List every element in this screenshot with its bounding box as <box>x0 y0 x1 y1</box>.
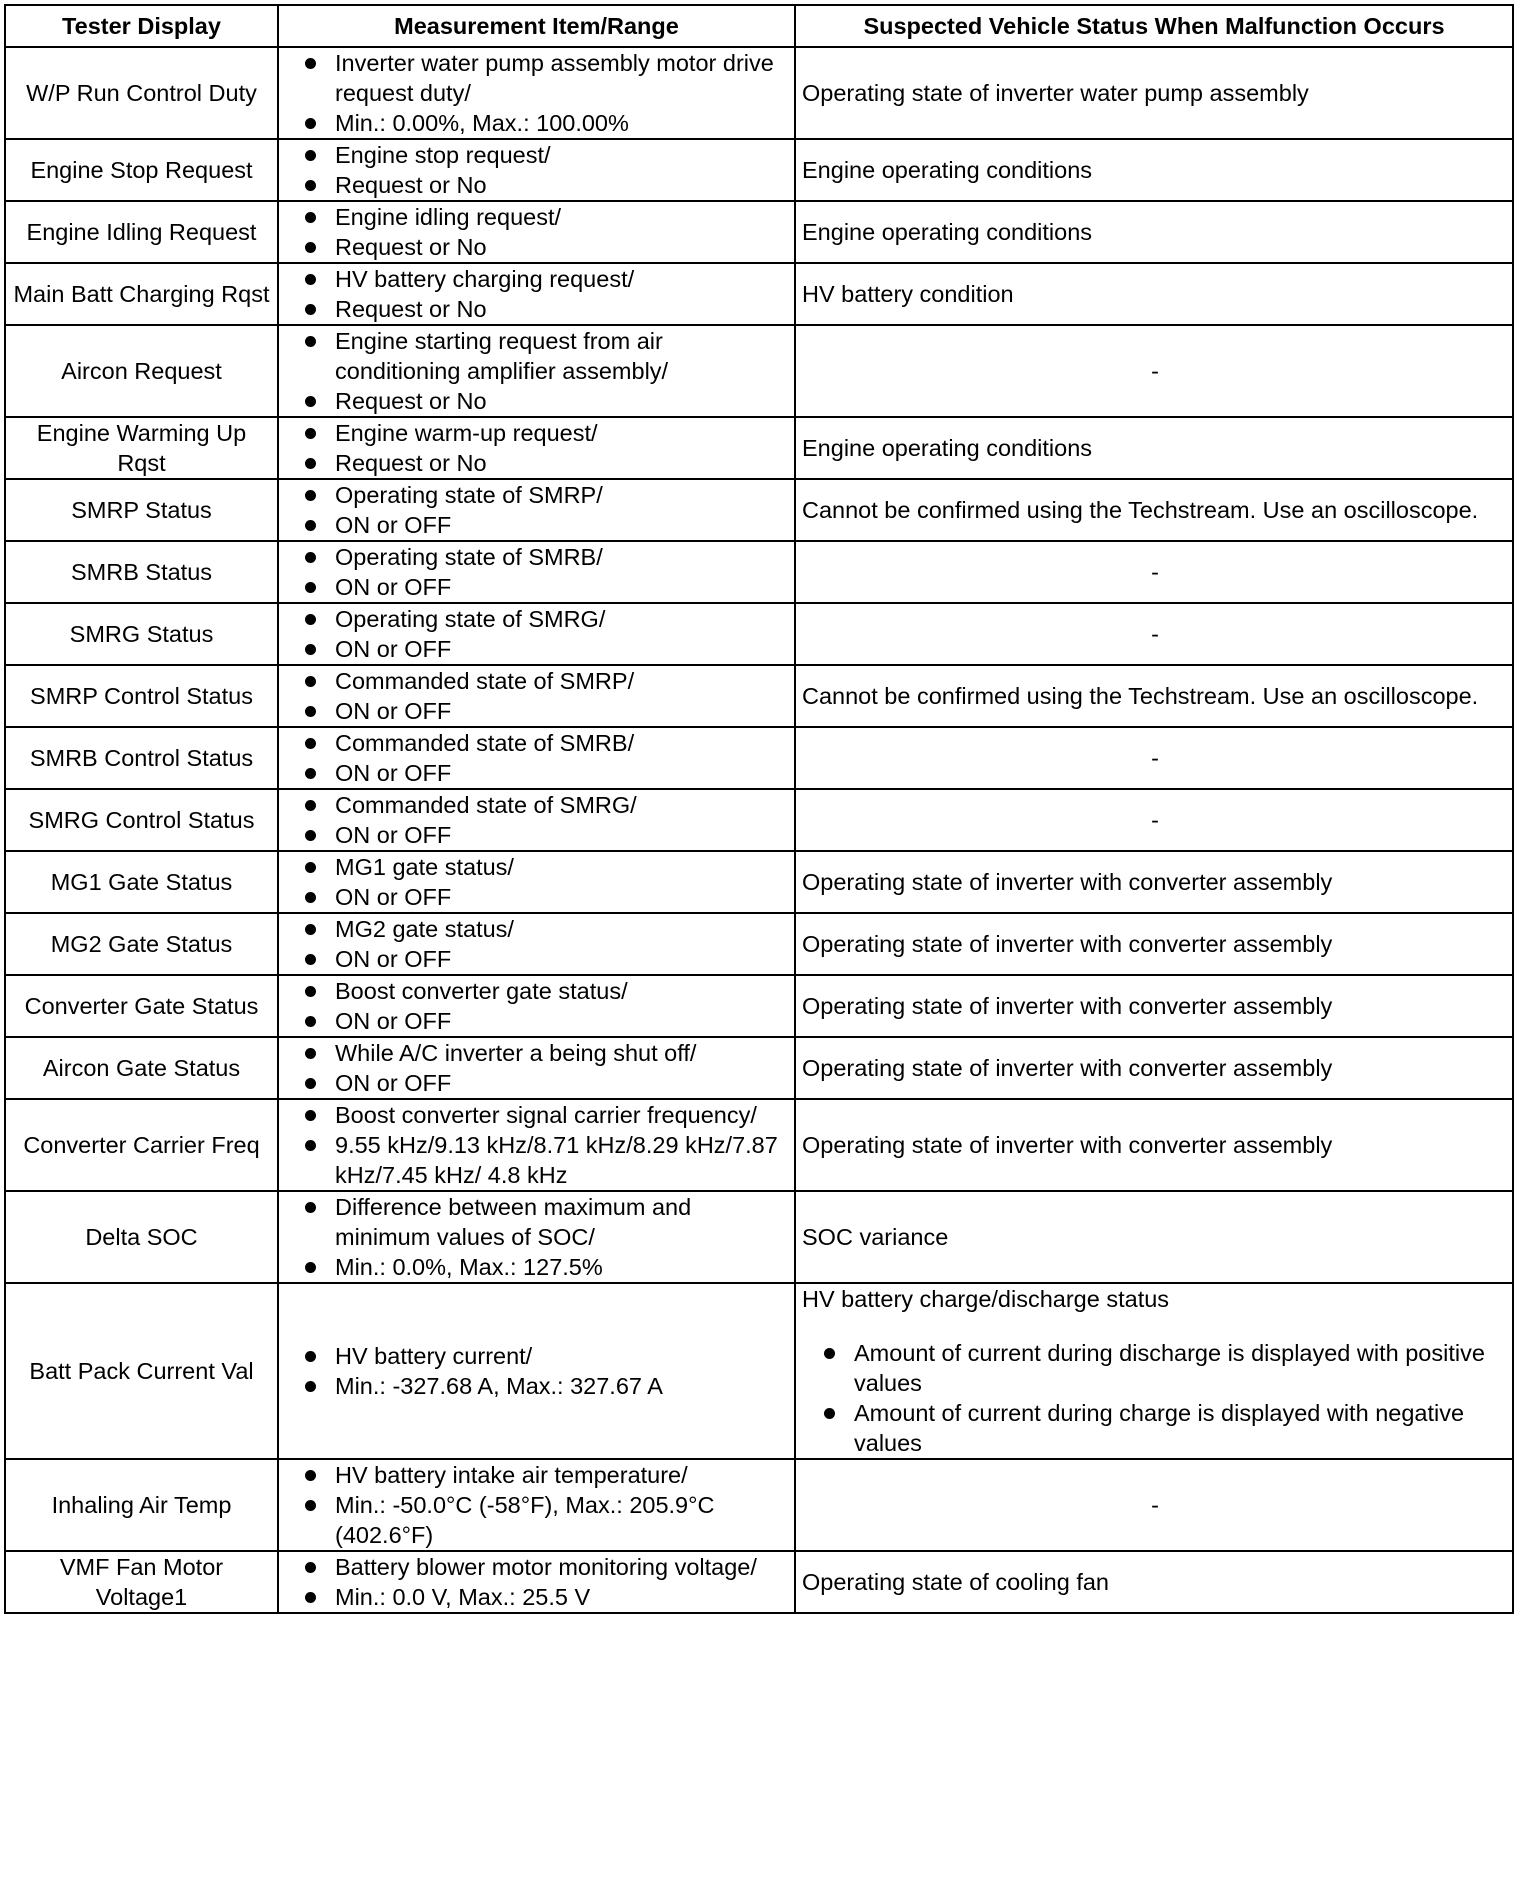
measurement-cell <box>278 975 795 1037</box>
measurement-cell <box>278 1551 795 1613</box>
measurement-item: Boost converter signal carrier frequency/ <box>335 1100 790 1130</box>
measurement-cell <box>278 789 795 851</box>
tester-display-cell: Engine Stop Request <box>5 139 278 201</box>
table-row <box>5 789 1513 851</box>
measurement-item: 9.55 kHz/9.13 kHz/8.71 kHz/8.29 kHz/7.87 kHz/7.45 kHz/ 4.8 kHz <box>335 1130 790 1190</box>
status-cell: SOC variance <box>795 1191 1513 1283</box>
status-cell: - <box>795 727 1513 789</box>
tester-display-cell: W/P Run Control Duty <box>5 47 278 139</box>
status-cell: Operating state of inverter with converter assembly <box>795 851 1513 913</box>
measurement-item: While A/C inverter a being shut off/ <box>335 1038 790 1068</box>
tester-display-cell: Aircon Request <box>5 325 278 417</box>
tester-display-cell: Converter Gate Status <box>5 975 278 1037</box>
tester-display-cell: Inhaling Air Temp <box>5 1459 278 1551</box>
table-row <box>5 603 1513 665</box>
table-row <box>5 1551 1513 1613</box>
measurement-cell <box>278 139 795 201</box>
table-row <box>5 47 1513 139</box>
table-row <box>5 139 1513 201</box>
measurement-item: ON or OFF <box>335 1068 790 1098</box>
status-cell: Operating state of inverter with converter assembly <box>795 975 1513 1037</box>
measurement-item: HV battery intake air temperature/ <box>335 1460 790 1490</box>
measurement-list <box>283 976 790 1036</box>
measurement-cell <box>278 913 795 975</box>
status-cell: Operating state of inverter with converter assembly <box>795 1037 1513 1099</box>
tester-display-cell: SMRB Status <box>5 541 278 603</box>
measurement-list <box>283 666 790 726</box>
measurement-item: Operating state of SMRP/ <box>335 480 790 510</box>
status-block <box>802 1284 1508 1458</box>
status-cell: - <box>795 1459 1513 1551</box>
measurement-list <box>283 1100 790 1190</box>
tester-display-cell: Main Batt Charging Rqst <box>5 263 278 325</box>
measurement-list <box>283 48 790 138</box>
measurement-list <box>283 1341 790 1401</box>
tester-display-cell: SMRG Control Status <box>5 789 278 851</box>
measurement-item: ON or OFF <box>335 510 790 540</box>
measurement-list <box>283 480 790 540</box>
measurement-item: Min.: -327.68 A, Max.: 327.67 A <box>335 1371 790 1401</box>
measurement-cell <box>278 1191 795 1283</box>
header-tester-display: Tester Display <box>5 5 278 47</box>
measurement-item: Request or No <box>335 170 790 200</box>
measurement-item: Engine stop request/ <box>335 140 790 170</box>
measurement-item: ON or OFF <box>335 820 790 850</box>
table-row <box>5 851 1513 913</box>
measurement-item: ON or OFF <box>335 1006 790 1036</box>
measurement-item: Engine warm-up request/ <box>335 418 790 448</box>
measurement-item: Request or No <box>335 448 790 478</box>
measurement-cell <box>278 201 795 263</box>
measurement-list <box>283 914 790 974</box>
measurement-cell <box>278 665 795 727</box>
table-row <box>5 1099 1513 1191</box>
status-bullet-item: Amount of current during discharge is displayed with positive values <box>854 1338 1508 1398</box>
tester-display-cell: Converter Carrier Freq <box>5 1099 278 1191</box>
status-bullet-item: Amount of current during charge is displayed with negative values <box>854 1398 1508 1458</box>
measurement-cell <box>278 325 795 417</box>
header-status: Suspected Vehicle Status When Malfunction Occurs <box>795 5 1513 47</box>
status-bullet-list <box>802 1338 1508 1458</box>
header-measurement: Measurement Item/Range <box>278 5 795 47</box>
measurement-list <box>283 542 790 602</box>
measurement-list <box>283 1460 790 1550</box>
measurement-item: Commanded state of SMRP/ <box>335 666 790 696</box>
measurement-cell <box>278 603 795 665</box>
table-row <box>5 913 1513 975</box>
tester-display-cell: MG2 Gate Status <box>5 913 278 975</box>
measurement-cell <box>278 1283 795 1459</box>
measurement-list <box>283 604 790 664</box>
measurement-item: Request or No <box>335 294 790 324</box>
measurement-list <box>283 1038 790 1098</box>
tester-display-cell: SMRB Control Status <box>5 727 278 789</box>
tester-display-cell: Delta SOC <box>5 1191 278 1283</box>
measurement-item: ON or OFF <box>335 882 790 912</box>
measurement-item: ON or OFF <box>335 944 790 974</box>
tester-display-cell: Aircon Gate Status <box>5 1037 278 1099</box>
measurement-item: HV battery charging request/ <box>335 264 790 294</box>
table-row <box>5 201 1513 263</box>
table-row <box>5 325 1513 417</box>
measurement-item: Request or No <box>335 386 790 416</box>
measurement-cell <box>278 47 795 139</box>
measurement-item: Min.: 0.0 V, Max.: 25.5 V <box>335 1582 790 1612</box>
table-row <box>5 1459 1513 1551</box>
measurement-list <box>283 418 790 478</box>
measurement-item: ON or OFF <box>335 572 790 602</box>
tester-display-cell: Engine Idling Request <box>5 201 278 263</box>
header-row <box>5 5 1513 47</box>
status-cell <box>795 1283 1513 1459</box>
measurement-list <box>283 728 790 788</box>
status-cell: - <box>795 325 1513 417</box>
measurement-item: Request or No <box>335 232 790 262</box>
measurement-list <box>283 264 790 324</box>
status-cell: - <box>795 789 1513 851</box>
status-cell: Operating state of inverter water pump assembly <box>795 47 1513 139</box>
table-row <box>5 1037 1513 1099</box>
measurement-cell <box>278 263 795 325</box>
status-cell: Operating state of inverter with converter assembly <box>795 913 1513 975</box>
table-row <box>5 1191 1513 1283</box>
status-cell: - <box>795 603 1513 665</box>
status-cell: Engine operating conditions <box>795 201 1513 263</box>
measurement-item: Operating state of SMRB/ <box>335 542 790 572</box>
measurement-item: MG1 gate status/ <box>335 852 790 882</box>
measurement-list <box>283 202 790 262</box>
tester-display-cell: Batt Pack Current Val <box>5 1283 278 1459</box>
measurement-item: Min.: -50.0°C (-58°F), Max.: 205.9°C (402.6°F) <box>335 1490 790 1550</box>
status-cell: Operating state of cooling fan <box>795 1551 1513 1613</box>
tester-display-cell: SMRP Status <box>5 479 278 541</box>
status-cell: Engine operating conditions <box>795 139 1513 201</box>
measurement-item: Inverter water pump assembly motor drive request duty/ <box>335 48 790 108</box>
table-row <box>5 665 1513 727</box>
measurement-item: Min.: 0.0%, Max.: 127.5% <box>335 1252 790 1282</box>
measurement-cell <box>278 727 795 789</box>
measurement-item: Battery blower motor monitoring voltage/ <box>335 1552 790 1582</box>
tester-display-cell: SMRP Control Status <box>5 665 278 727</box>
measurement-item: Difference between maximum and minimum values of SOC/ <box>335 1192 790 1252</box>
table-row <box>5 479 1513 541</box>
measurement-item: MG2 gate status/ <box>335 914 790 944</box>
status-cell: Engine operating conditions <box>795 417 1513 479</box>
measurement-cell <box>278 1037 795 1099</box>
table-row <box>5 975 1513 1037</box>
measurement-cell <box>278 479 795 541</box>
status-cell: - <box>795 541 1513 603</box>
status-cell: Operating state of inverter with converter assembly <box>795 1099 1513 1191</box>
measurement-item: Boost converter gate status/ <box>335 976 790 1006</box>
measurement-item: Commanded state of SMRB/ <box>335 728 790 758</box>
measurement-item: Min.: 0.00%, Max.: 100.00% <box>335 108 790 138</box>
tester-display-cell: Engine Warming Up Rqst <box>5 417 278 479</box>
tester-display-cell: MG1 Gate Status <box>5 851 278 913</box>
measurement-cell <box>278 1099 795 1191</box>
tester-display-cell: VMF Fan Motor Voltage1 <box>5 1551 278 1613</box>
status-cell: Cannot be confirmed using the Techstream. Use an oscilloscope. <box>795 479 1513 541</box>
measurement-list <box>283 1192 790 1282</box>
measurement-list <box>283 790 790 850</box>
measurement-item: ON or OFF <box>335 634 790 664</box>
measurement-cell <box>278 417 795 479</box>
measurement-item: Operating state of SMRG/ <box>335 604 790 634</box>
tester-display-cell: SMRG Status <box>5 603 278 665</box>
data-list-table <box>4 4 1514 1614</box>
measurement-cell <box>278 541 795 603</box>
status-cell: Cannot be confirmed using the Techstream. Use an oscilloscope. <box>795 665 1513 727</box>
measurement-list <box>283 1552 790 1612</box>
status-cell: HV battery condition <box>795 263 1513 325</box>
measurement-item: ON or OFF <box>335 696 790 726</box>
measurement-list <box>283 140 790 200</box>
table-row <box>5 263 1513 325</box>
status-text: HV battery charge/discharge status <box>802 1286 1170 1312</box>
measurement-cell <box>278 851 795 913</box>
measurement-item: Commanded state of SMRG/ <box>335 790 790 820</box>
table-row <box>5 541 1513 603</box>
measurement-item: Engine starting request from air conditioning amplifier assembly/ <box>335 326 790 386</box>
measurement-list <box>283 326 790 416</box>
measurement-item: HV battery current/ <box>335 1341 790 1371</box>
table-row <box>5 727 1513 789</box>
measurement-cell <box>278 1459 795 1551</box>
table-row <box>5 417 1513 479</box>
measurement-item: Engine idling request/ <box>335 202 790 232</box>
table-row <box>5 1283 1513 1459</box>
measurement-item: ON or OFF <box>335 758 790 788</box>
measurement-list <box>283 852 790 912</box>
